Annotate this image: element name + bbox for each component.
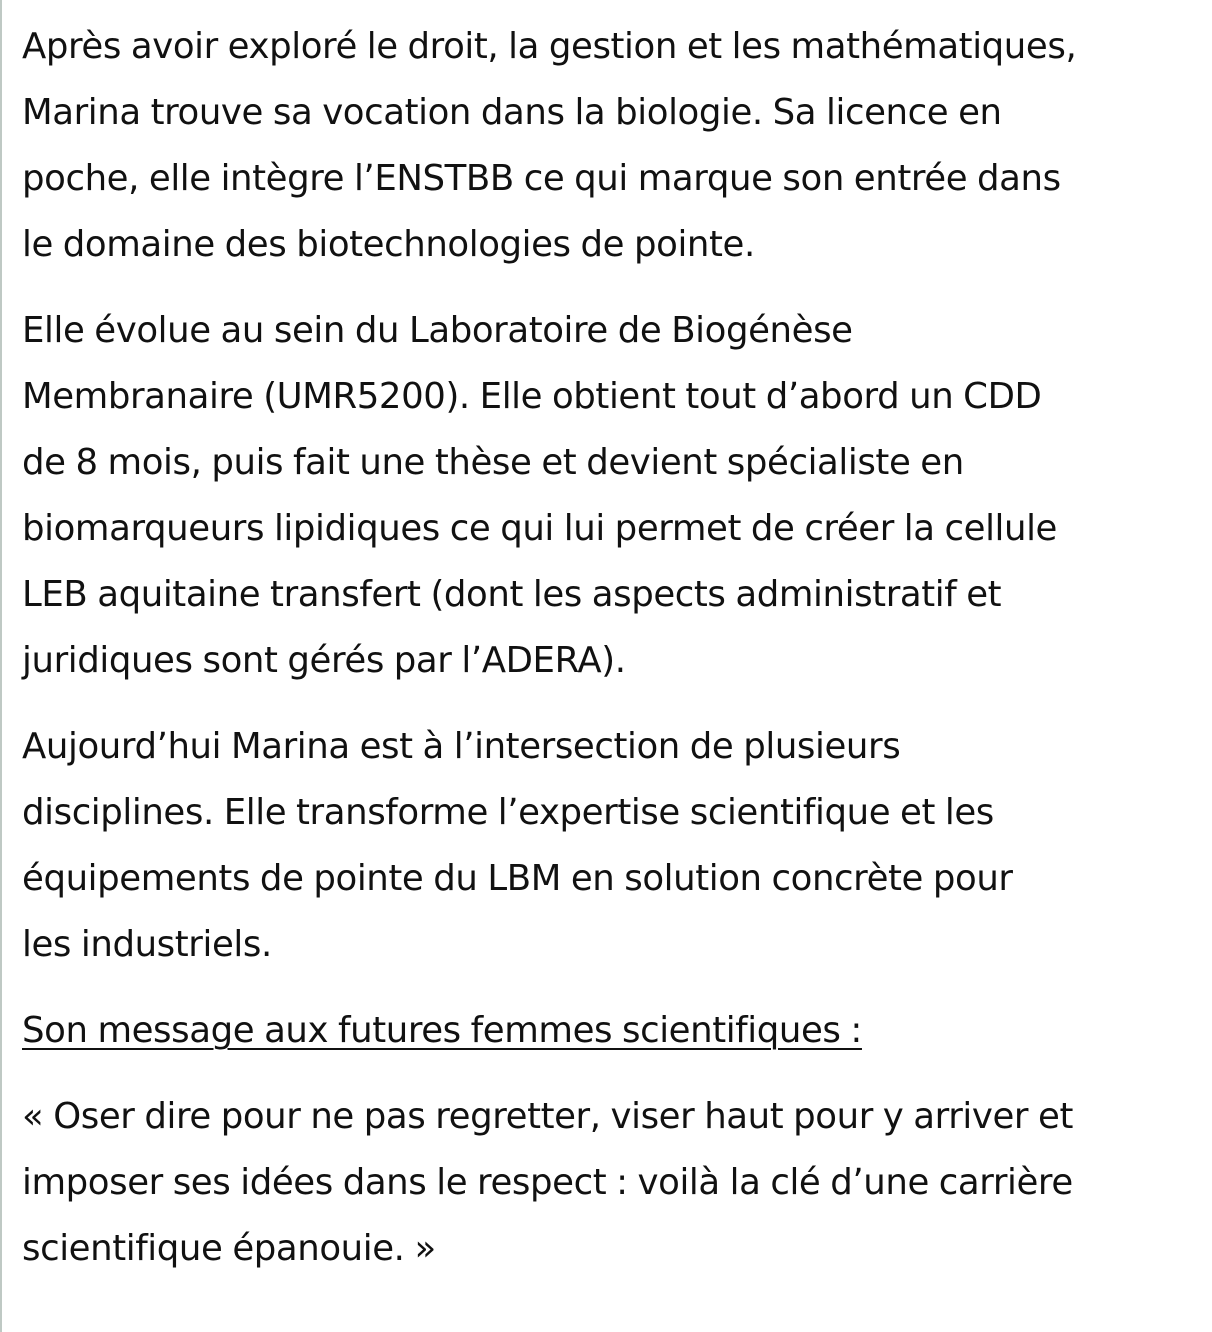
quote-line: imposer ses idées dans le respect : voilà la clé d’une carrière xyxy=(22,1162,1073,1203)
text-line: Membranaire (UMR5200). Elle obtient tout d’abord un CDD xyxy=(22,376,1042,417)
text-line: disciplines. Elle transforme l’expertise scientifique et les xyxy=(22,792,994,833)
text-line: Aujourd’hui Marina est à l’intersection de plusieurs xyxy=(22,726,901,767)
paragraph-career-intro xyxy=(22,14,1208,278)
text-line: Après avoir exploré le droit, la gestion et les mathématiques, xyxy=(22,26,1077,67)
text-line: Elle évolue au sein du Laboratoire de Biogénèse xyxy=(22,310,853,351)
quote-line: scientifique épanouie. » xyxy=(22,1228,436,1269)
text-line: le domaine des biotechnologies de pointe. xyxy=(22,224,755,265)
text-line: LEB aquitaine transfert (dont les aspects administratif et xyxy=(22,574,1002,615)
document-body xyxy=(22,14,1208,1302)
text-line: Marina trouve sa vocation dans la biologie. Sa licence en xyxy=(22,92,1002,133)
paragraph-today xyxy=(22,714,1208,978)
text-line: juridiques sont gérés par l’ADERA). xyxy=(22,640,626,681)
paragraph-laboratory xyxy=(22,298,1208,694)
message-heading xyxy=(22,998,1208,1064)
text-line: de 8 mois, puis fait une thèse et devient spécialiste en xyxy=(22,442,964,483)
text-line: biomarqueurs lipidiques ce qui lui permet de créer la cellule xyxy=(22,508,1057,549)
text-line: les industriels. xyxy=(22,924,272,965)
text-line: équipements de pointe du LBM en solution concrète pour xyxy=(22,858,1013,899)
quote-line: « Oser dire pour ne pas regretter, viser haut pour y arriver et xyxy=(22,1096,1073,1137)
section-heading: Son message aux futures femmes scientifiques : xyxy=(22,1010,862,1051)
quote-block xyxy=(22,1084,1208,1282)
text-line: poche, elle intègre l’ENSTBB ce qui marque son entrée dans xyxy=(22,158,1061,199)
